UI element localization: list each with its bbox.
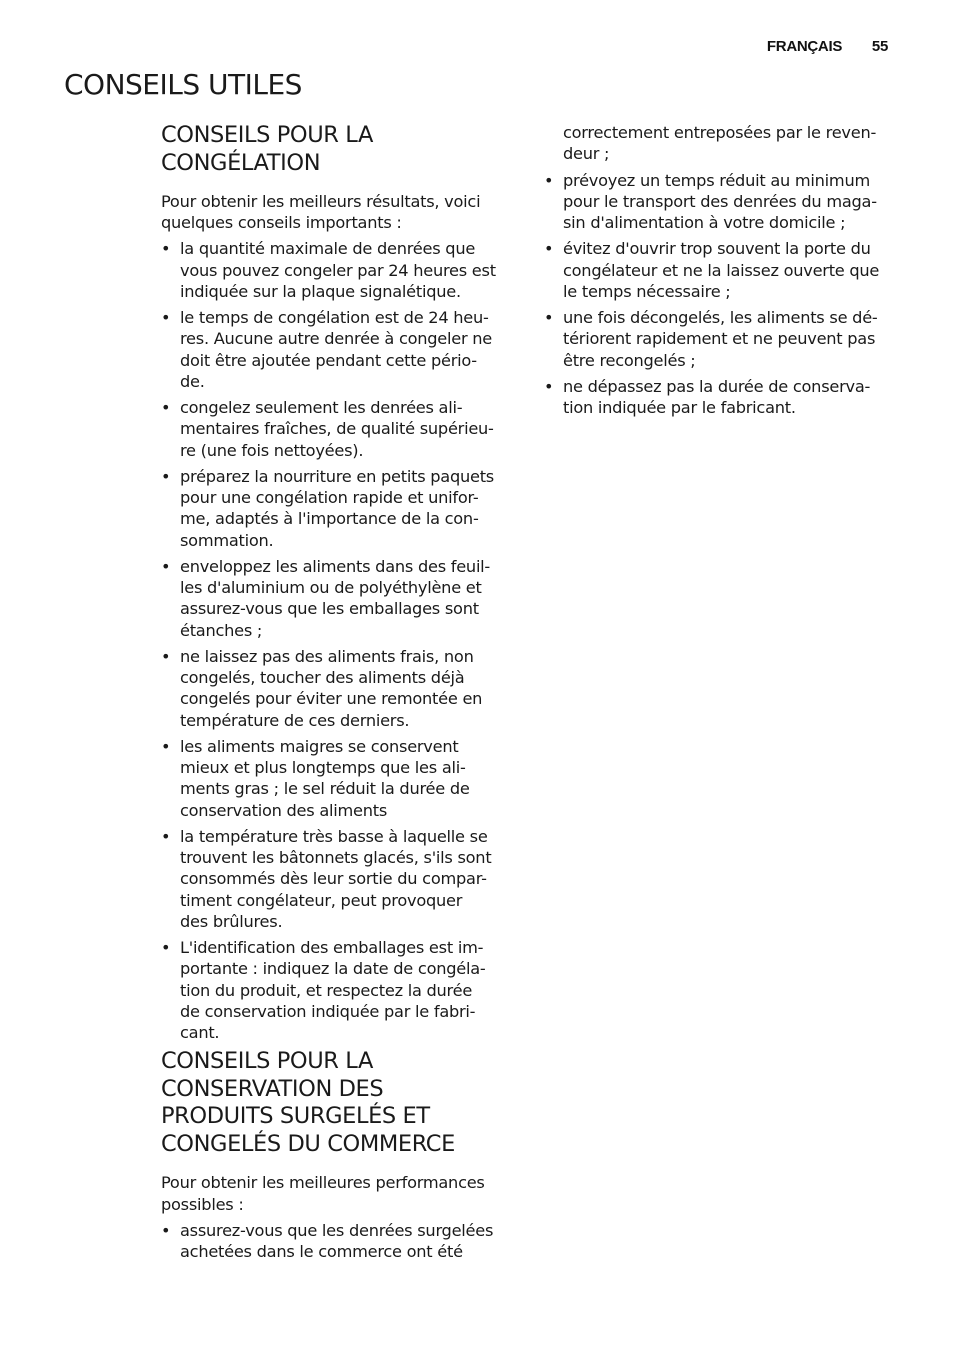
list-item — [161, 937, 513, 1043]
list-item-text: assurez-vous que les denrées surgelées achetées dans le commerce ont été — [180, 1220, 494, 1262]
right-column — [544, 122, 900, 424]
bullet-icon: • — [544, 308, 554, 328]
list-item — [161, 466, 513, 551]
list-item-text: la température très basse à laquelle se trouvent les bâtonnets glacés, s'ils sont consommés dès leur sortie du compar- timent congélateur, peut provoquer des brûlures. — [180, 827, 492, 931]
list-item-text: la quantité maximale de denrées que vous pouvez congeler par 24 heures est indiquée sur la plaque signalétique. — [180, 239, 496, 301]
list-item-text: évitez d'ouvrir trop souvent la porte du congélateur et ne la laissez ouverte que le temps nécessaire ; — [563, 239, 880, 301]
list-item-text: congelez seulement les denrées ali- mentaires fraîches, de qualité supérieu- re (une fois nettoyées). — [180, 398, 494, 460]
list-item-text: L'identification des emballages est im- portante : indiquez la date de congéla- tion du produit, et respectez la durée de conservation indiquée par le fabri- cant. — [180, 938, 486, 1043]
page-header — [767, 38, 888, 55]
list-item-text: ne dépassez pas la durée de conserva- tion indiquée par le fabricant. — [563, 376, 871, 418]
bullet-icon: • — [161, 557, 171, 576]
list-item-text: enveloppez les aliments dans des feuil- les d'aluminium ou de polyéthylène et assurez-vous que les emballages sont étanches ; — [180, 557, 491, 640]
list-item-text: les aliments maigres se conservent mieux et plus longtemps que les ali- ments gras ; le sel réduit la durée de conservation des aliments — [180, 737, 470, 820]
list-item — [161, 646, 513, 731]
section-heading-congelation: CONSEILS POUR LA CONGÉLATION — [161, 122, 373, 176]
tips-list-conservation — [161, 1220, 513, 1262]
left-column — [161, 122, 513, 1267]
list-item — [544, 307, 900, 371]
list-item-text: prévoyez un temps réduit au minimum pour le transport des denrées du maga- sin d'alimentation à votre domicile ; — [563, 170, 877, 232]
page-title: CONSEILS UTILES — [64, 68, 302, 101]
list-item — [161, 238, 513, 302]
list-item — [161, 556, 513, 641]
bullet-icon: • — [161, 239, 171, 259]
list-item-text: préparez la nourriture en petits paquets pour une congélation rapide et unifor- me, adaptés à l'importance de la con- sommation. — [180, 467, 494, 550]
list-item — [161, 397, 513, 461]
list-item-continuation: correctement entreposées par le reven- deur ; — [563, 123, 877, 164]
bullet-icon: • — [161, 1220, 171, 1240]
bullet-icon: • — [161, 938, 171, 958]
tips-list-congelation — [161, 238, 513, 1043]
list-item — [544, 238, 900, 302]
list-item — [544, 376, 900, 418]
list-item-text: le temps de congélation est de 24 heu- res. Aucune autre denrée à congeler ne doit être ajoutée pendant cette pério- de. — [180, 308, 492, 391]
bullet-icon: • — [161, 827, 171, 846]
list-item — [161, 1220, 513, 1262]
bullet-icon: • — [544, 170, 554, 190]
section-heading-conservation: CONSEILS POUR LA CONSERVATION DES PRODUITS SURGELÉS ET CONGELÉS DU COMMERCE — [161, 1048, 455, 1157]
list-item — [161, 736, 513, 821]
bullet-icon: • — [544, 376, 554, 396]
bullet-icon: • — [161, 398, 171, 418]
bullet-icon: • — [161, 467, 171, 486]
page-number: 55 — [871, 38, 888, 55]
list-item-text: une fois décongelés, les aliments se dé- tériorent rapidement et ne peuvent pas être recongelés ; — [563, 308, 878, 370]
section-intro-conservation: Pour obtenir les meilleures performances possibles : — [161, 1173, 485, 1214]
bullet-icon: • — [161, 737, 171, 756]
section-intro-congelation: Pour obtenir les meilleurs résultats, voici quelques conseils importants : — [161, 192, 481, 233]
bullet-icon: • — [161, 308, 171, 328]
bullet-icon: • — [544, 239, 554, 259]
list-item-text: ne laissez pas des aliments frais, non congelés, toucher des aliments déjà congelés pour éviter une remontée en température de ces derniers. — [180, 647, 483, 730]
list-item — [161, 307, 513, 392]
bullet-icon: • — [161, 647, 171, 666]
tips-list-conservation-continued — [544, 170, 900, 419]
list-item — [544, 170, 900, 234]
language-label: FRANÇAIS — [766, 38, 843, 55]
list-item — [161, 826, 513, 932]
